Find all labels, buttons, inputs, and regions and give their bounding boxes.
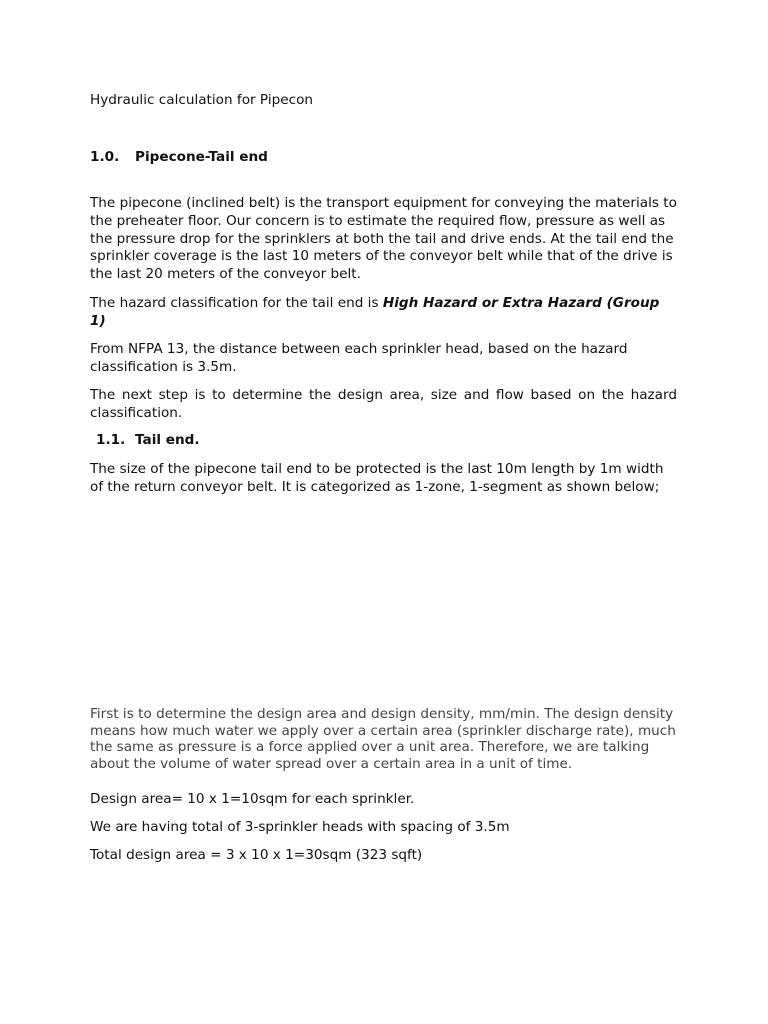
section-heading-1 bbox=[90, 149, 677, 167]
section-title: Pipecone-Tail end bbox=[135, 149, 268, 165]
hazard-text: The hazard classification for the tail end is bbox=[90, 295, 383, 311]
subsection-title: Tail end. bbox=[135, 432, 200, 448]
hazard-paragraph bbox=[90, 295, 677, 331]
density-paragraph: First is to determine the design area and design density, mm/min. The design density means how much water we apply over a certain area (sprinkler discharge rate), much the same as pressure is a force applied over a unit area. Therefore, we are talking about the volume of water spread over a certain area in a unit of time. bbox=[90, 706, 676, 772]
section-heading-1-1 bbox=[96, 432, 683, 450]
sprinkler-heads-line: We are having total of 3-sprinkler heads with spacing of 3.5m bbox=[90, 819, 510, 835]
design-area-line: Design area= 10 x 1=10sqm for each sprinkler. bbox=[90, 791, 415, 807]
hazard-classification: High Hazard or Extra Hazard (Group 1) bbox=[90, 295, 660, 329]
document-title: Hydraulic calculation for Pipecon bbox=[90, 92, 314, 108]
nfpa-paragraph: From NFPA 13, the distance between each sprinkler head, based on the hazard classification is 3.5m. bbox=[90, 341, 628, 375]
next-step-paragraph: The next step is to determine the design area, size and flow based on the hazard classification. bbox=[90, 387, 677, 421]
size-paragraph: The size of the pipecone tail end to be protected is the last 10m length by 1m width of the return conveyor belt. It is categorized as 1-zone, 1-segment as shown below; bbox=[90, 461, 664, 495]
section-number: 1.0. bbox=[90, 149, 120, 165]
total-design-area-line: Total design area = 3 x 10 x 1=30sqm (323 sqft) bbox=[90, 847, 423, 863]
subsection-number: 1.1. bbox=[96, 432, 126, 448]
intro-paragraph: The pipecone (inclined belt) is the transport equipment for conveying the materials to the preheater floor. Our concern is to estimate the required flow, pressure as well as the pressure drop for the sprinklers at both the tail and drive ends. At the tail end the sprinkler coverage is the last 10 meters of the conveyor belt while that of the drive is the last 20 meters of the conveyor belt. bbox=[90, 195, 677, 283]
